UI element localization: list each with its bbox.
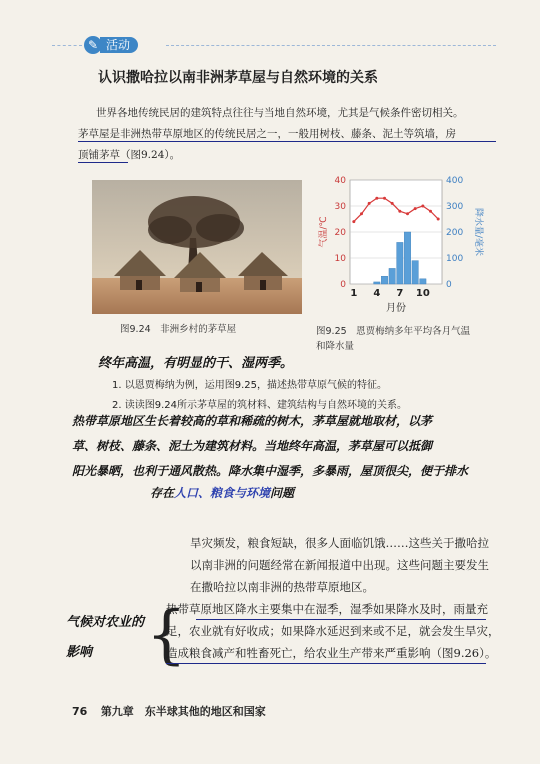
activity-pen-icon: ✎ (84, 36, 102, 54)
temperature-point (375, 197, 378, 200)
header-dotted-rule-right (166, 45, 496, 46)
precipitation-bar (404, 232, 410, 284)
temperature-point (429, 210, 432, 213)
temperature-point (406, 212, 409, 215)
precipitation-bar (412, 261, 418, 284)
x-tick-label: 1 (350, 288, 358, 299)
ink-underline (166, 663, 486, 664)
left-axis-label: 气温/℃ (319, 216, 329, 248)
left-tick-label: 30 (334, 202, 346, 212)
left-tick-label: 20 (334, 228, 346, 238)
temperature-point (360, 212, 363, 215)
temperature-point (383, 197, 386, 200)
photo-caption: 图9.24 非洲乡村的茅草屋 (120, 324, 237, 335)
page-number: 76 (72, 705, 88, 718)
temperature-point (421, 205, 424, 208)
answer-3-prefix: 存在 (150, 486, 175, 500)
answer-3-highlight: 人口、粮食与环境 (174, 486, 271, 500)
right-tick-label: 0 (446, 280, 452, 290)
temperature-point (398, 210, 401, 213)
temperature-point (352, 220, 355, 223)
ink-underline (78, 141, 496, 142)
intro-line-3: 顶铺茅草（图9.24）。 (78, 149, 181, 161)
body-paragraph-2: 热带草原地区降水主要集中在湿季，湿季如果降水及时，雨量充足，农业就有好收成；如果降水延迟到来或不足，就会发生旱灾，造成粮食减产和牲畜死亡，给农业生产带来严重影响（图9.26）。 (166, 602, 500, 660)
chapter-title: 第九章 东半球其他的地区和国家 (100, 705, 266, 718)
handwritten-answer-2-line-2: 草、树枝、藤条、泥土为建筑材料。当地终年高温，茅草屋可以抵御 (72, 439, 433, 453)
chart-caption: 图9.25 恩贾梅纳多年平均各月气温和降水量 (316, 326, 471, 352)
temperature-point (437, 218, 440, 221)
right-tick-label: 200 (446, 228, 464, 238)
precipitation-bar (381, 276, 387, 284)
answer-3-suffix: 问题 (270, 486, 295, 500)
intro-line-1: 世界各地传统民居的建筑特点往往与当地自然环境，尤其是气候条件密切相关。 (96, 107, 464, 119)
x-tick-label: 7 (396, 288, 404, 299)
precipitation-bar (374, 282, 380, 284)
handwritten-answer-2-line-3: 阳光暴晒，也利于通风散热。降水集中湿季，多暴雨，屋顶很尖，便于排水 (72, 464, 469, 478)
page-footer (72, 703, 266, 719)
ink-underline (196, 619, 486, 620)
temperature-point (414, 207, 417, 210)
x-tick-label: 4 (373, 288, 381, 299)
left-tick-label: 10 (334, 254, 346, 264)
ink-underline (78, 162, 128, 163)
x-axis-label: 月份 (386, 303, 406, 314)
handwritten-answer-1: 终年高温，有明显的干、湿两季。 (98, 356, 294, 371)
right-axis-label: 降水量/毫米 (473, 207, 483, 257)
activity-label: 活动 (100, 37, 138, 53)
precipitation-bar (397, 242, 403, 284)
right-tick-label: 100 (446, 254, 464, 264)
climate-chart (314, 172, 484, 322)
page-title: 认识撒哈拉以南非洲茅草屋与自然环境的关系 (98, 70, 378, 86)
handwritten-answer-2-line-1: 热带草原地区生长着较高的草和稀疏的树木，茅草屋就地取材，以茅 (72, 414, 433, 428)
left-tick-label: 0 (340, 280, 346, 290)
header-dotted-rule-left (52, 45, 82, 46)
activity-banner (84, 34, 164, 58)
question-1: 1. 以恩贾梅纳为例，运用图9.25，描述热带草原气候的特征。 (112, 380, 387, 391)
question-2: 2. 读读图9.24所示茅草屋的筑材料、建筑结构与自然环境的关系。 (112, 400, 407, 411)
handwritten-answer-3 (150, 484, 294, 501)
thatched-hut-photo (92, 180, 302, 314)
x-tick-label: 10 (415, 288, 430, 299)
precipitation-bar (420, 279, 426, 284)
right-tick-label: 400 (446, 176, 464, 186)
curly-brace-mark: { (146, 598, 187, 672)
left-tick-label: 40 (334, 176, 346, 186)
temperature-point (391, 202, 394, 205)
temperature-point (368, 202, 371, 205)
margin-note: 气候对农业的影响 (66, 615, 145, 660)
intro-line-2: 茅草屋是非洲热带草原地区的传统民居之一，一般用树枝、藤条、泥土等筑墙，房 (78, 128, 456, 140)
right-tick-label: 300 (446, 202, 464, 212)
body-paragraph-1: 旱灾频发，粮食短缺，很多人面临饥饿……这些关于撒哈拉以南非洲的问题经常在新闻报道中出现。这些问题主要发生在撒哈拉以南非洲的热带草原地区。 (190, 536, 489, 594)
precipitation-bar (389, 268, 395, 284)
